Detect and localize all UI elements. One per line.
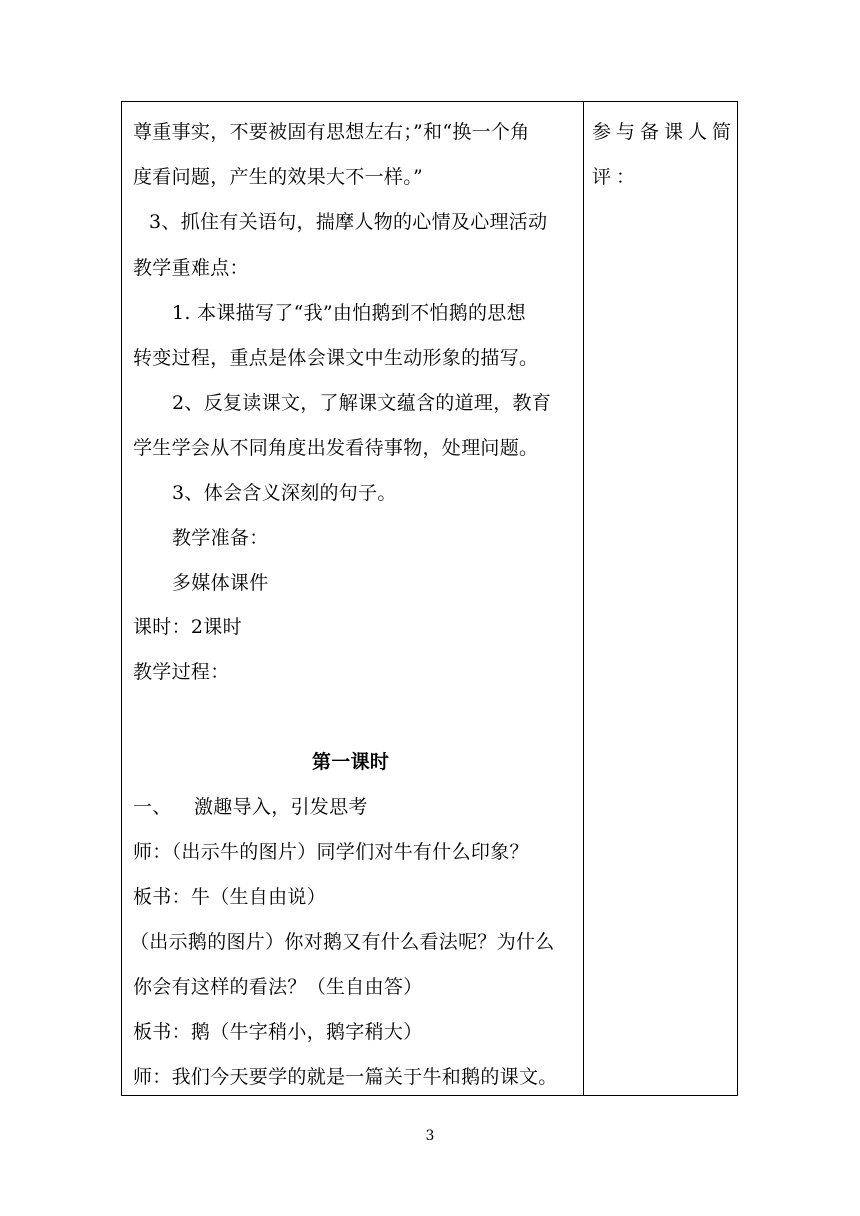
section-title: 激趣导入，引发思考 xyxy=(194,796,368,818)
lesson-content-cell xyxy=(122,102,583,1095)
lesson-plan-table xyxy=(121,101,738,1096)
difficulty-1-line: 1. 本课描写了“我”由怕鹅到不怕鹅的思想 xyxy=(172,302,526,324)
content-line: （出示鹅的图片）你对鹅又有什么看法呢？为什么 xyxy=(130,931,555,953)
content-line: 度看问题，产生的效果大不一样。” xyxy=(133,166,424,188)
content-line: 尊重事实，不要被固有思想左右；”和“换一个角 xyxy=(133,121,530,143)
difficulty-2-line: 2、反复读课文，了解课文蕴含的道理，教育 xyxy=(172,392,552,414)
content-line: 师：我们今天要学的就是一篇关于牛和鹅的课文。 xyxy=(133,1066,558,1088)
preparation-heading: 教学准备： xyxy=(172,527,269,549)
reviewer-label-cont: 评： xyxy=(592,166,641,188)
reviewer-comment-cell xyxy=(584,102,738,1095)
preparation-item: 多媒体课件 xyxy=(172,572,269,594)
blackboard-line: 板书：牛（生自由说） xyxy=(133,886,327,908)
difficulty-3-line: 3、体会含义深刻的句子。 xyxy=(172,482,397,504)
content-line: 你会有这样的看法？（生自由答） xyxy=(133,976,423,998)
class-hours: 课时：2课时 xyxy=(133,616,242,638)
content-line: 师：（出示牛的图片）同学们对牛有什么印象？ xyxy=(133,841,529,863)
blackboard-line: 板书：鹅（牛字稍小，鹅字稍大） xyxy=(133,1021,423,1043)
page-number: 3 xyxy=(425,1128,435,1144)
content-line: 学生学会从不同角度出发看待事物，处理问题。 xyxy=(133,437,539,459)
key-difficulties-heading: 教学重难点： xyxy=(133,257,249,279)
reviewer-label: 参与备课人简 xyxy=(592,121,737,143)
section-number: 一、 xyxy=(133,796,172,818)
content-line: 转变过程，重点是体会课文中生动形象的描写。 xyxy=(133,347,539,369)
teaching-process-heading: 教学过程： xyxy=(133,661,230,683)
first-lesson-title: 第一课时 xyxy=(312,751,390,773)
objective-3-line: 3、抓住有关语句，揣摩人物的心情及心理活动 xyxy=(149,211,548,233)
